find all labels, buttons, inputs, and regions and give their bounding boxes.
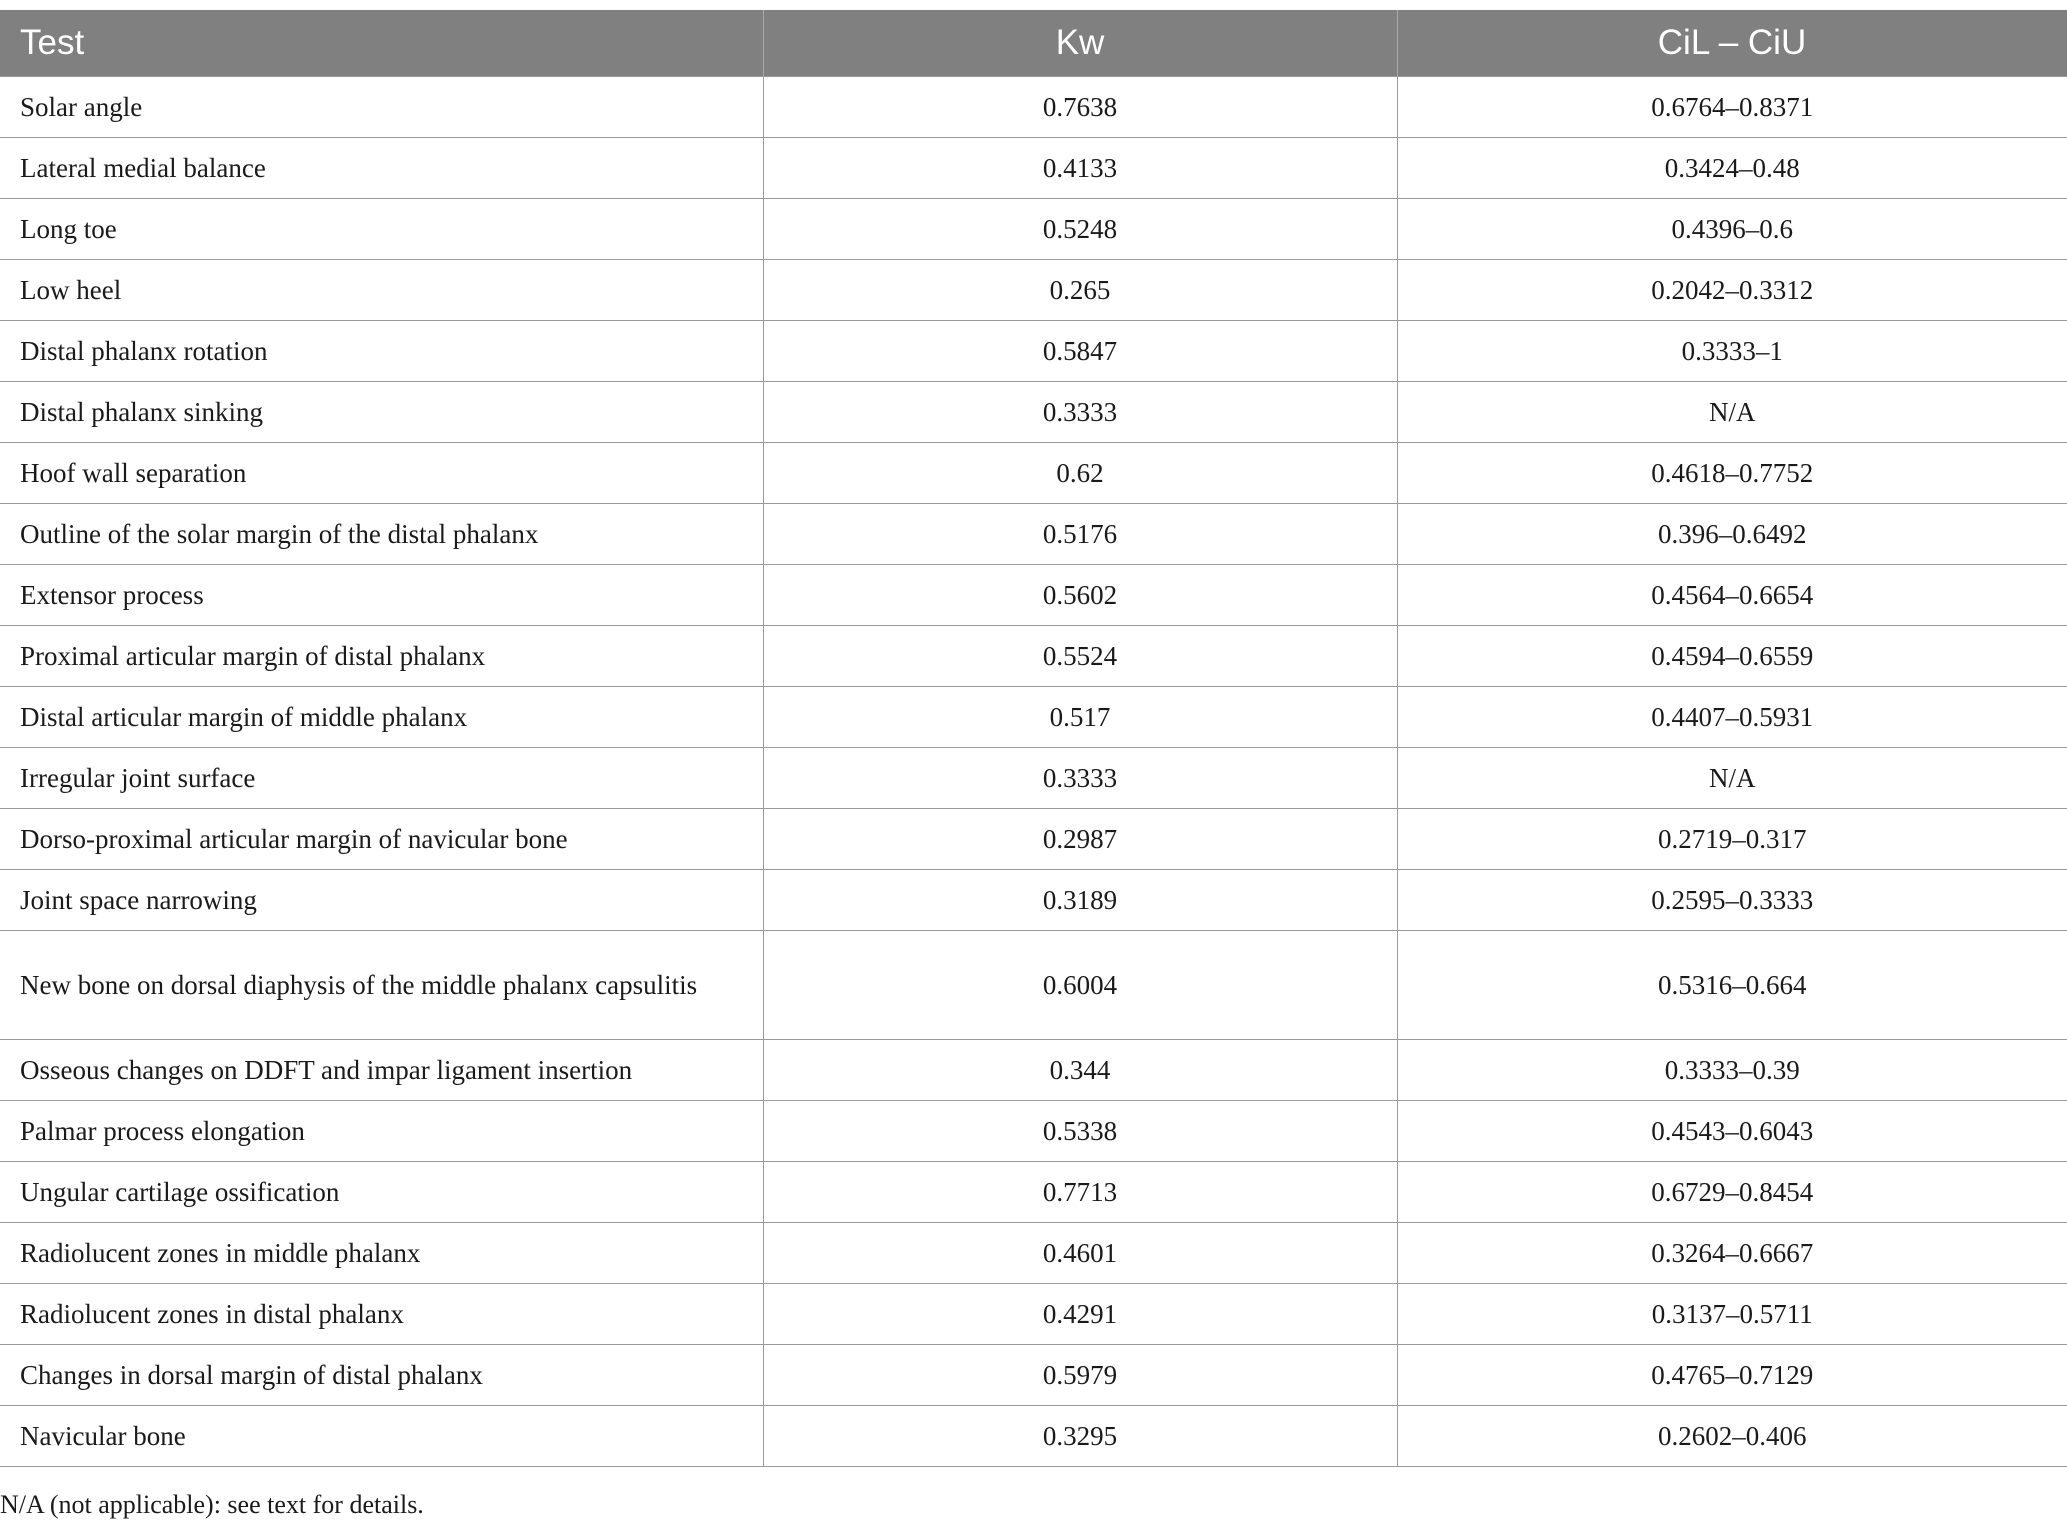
- cell-kw: 0.4133: [763, 138, 1397, 199]
- cell-kw: 0.5602: [763, 565, 1397, 626]
- cell-ci: 0.3137–0.5711: [1397, 1284, 2067, 1345]
- cell-ci: N/A: [1397, 748, 2067, 809]
- table-row: [0, 931, 2067, 1040]
- cell-kw: 0.5248: [763, 199, 1397, 260]
- cell-ci: 0.2595–0.3333: [1397, 870, 2067, 931]
- cell-kw: 0.7713: [763, 1162, 1397, 1223]
- table-footnote: N/A (not applicable): see text for details.: [0, 1490, 424, 1519]
- table-container: [0, 10, 2067, 1467]
- cell-test: Ungular cartilage ossification: [0, 1162, 763, 1223]
- cell-test: Irregular joint surface: [0, 748, 763, 809]
- cell-kw: 0.5176: [763, 504, 1397, 565]
- cell-kw: 0.5847: [763, 321, 1397, 382]
- table-row: [0, 870, 2067, 931]
- table-row: [0, 1040, 2067, 1101]
- cell-kw: 0.265: [763, 260, 1397, 321]
- cell-kw: 0.7638: [763, 77, 1397, 138]
- table-row: [0, 199, 2067, 260]
- cell-kw: 0.5524: [763, 626, 1397, 687]
- cell-test: Dorso-proximal articular margin of navicular bone: [0, 809, 763, 870]
- cell-test: Extensor process: [0, 565, 763, 626]
- table-row: [0, 1101, 2067, 1162]
- cell-ci: 0.4618–0.7752: [1397, 443, 2067, 504]
- table-row: [0, 1406, 2067, 1467]
- cell-ci: 0.2602–0.406: [1397, 1406, 2067, 1467]
- cell-ci: 0.6729–0.8454: [1397, 1162, 2067, 1223]
- cell-test: Proximal articular margin of distal phalanx: [0, 626, 763, 687]
- table-row: [0, 443, 2067, 504]
- table-row: [0, 382, 2067, 443]
- cell-test: Long toe: [0, 199, 763, 260]
- cell-test: Radiolucent zones in middle phalanx: [0, 1223, 763, 1284]
- cell-ci: 0.5316–0.664: [1397, 931, 2067, 1040]
- table-row: [0, 1345, 2067, 1406]
- table-row: [0, 626, 2067, 687]
- cell-kw: 0.4601: [763, 1223, 1397, 1284]
- cell-test: Hoof wall separation: [0, 443, 763, 504]
- table-row: [0, 321, 2067, 382]
- cell-test: Distal phalanx rotation: [0, 321, 763, 382]
- cell-kw: 0.4291: [763, 1284, 1397, 1345]
- cell-ci: 0.2042–0.3312: [1397, 260, 2067, 321]
- table-row: [0, 260, 2067, 321]
- table-row: [0, 809, 2067, 870]
- cell-kw: 0.344: [763, 1040, 1397, 1101]
- cell-ci: 0.3264–0.6667: [1397, 1223, 2067, 1284]
- cell-kw: 0.62: [763, 443, 1397, 504]
- cell-kw: 0.3189: [763, 870, 1397, 931]
- cell-ci: 0.4564–0.6654: [1397, 565, 2067, 626]
- cell-ci: 0.3333–1: [1397, 321, 2067, 382]
- cell-test: Distal articular margin of middle phalanx: [0, 687, 763, 748]
- cell-test: Solar angle: [0, 77, 763, 138]
- cell-test: Outline of the solar margin of the distal phalanx: [0, 504, 763, 565]
- cell-kw: 0.6004: [763, 931, 1397, 1040]
- cell-ci: 0.6764–0.8371: [1397, 77, 2067, 138]
- cell-ci: 0.396–0.6492: [1397, 504, 2067, 565]
- cell-kw: 0.5338: [763, 1101, 1397, 1162]
- table-row: [0, 1162, 2067, 1223]
- cell-ci: 0.4407–0.5931: [1397, 687, 2067, 748]
- table-row: [0, 504, 2067, 565]
- table-row: [0, 748, 2067, 809]
- table-row: [0, 687, 2067, 748]
- cell-ci: N/A: [1397, 382, 2067, 443]
- cell-kw: 0.3333: [763, 382, 1397, 443]
- cell-test: Lateral medial balance: [0, 138, 763, 199]
- cell-ci: 0.3333–0.39: [1397, 1040, 2067, 1101]
- cell-ci: 0.4765–0.7129: [1397, 1345, 2067, 1406]
- cell-test: New bone on dorsal diaphysis of the middle phalanx capsulitis: [0, 931, 763, 1040]
- cell-kw: 0.2987: [763, 809, 1397, 870]
- cell-kw: 0.3295: [763, 1406, 1397, 1467]
- cell-ci: 0.4594–0.6559: [1397, 626, 2067, 687]
- cell-test: Joint space narrowing: [0, 870, 763, 931]
- cell-kw: 0.517: [763, 687, 1397, 748]
- table-row: [0, 565, 2067, 626]
- kappa-table: [0, 10, 2067, 1467]
- cell-test: Navicular bone: [0, 1406, 763, 1467]
- cell-test: Low heel: [0, 260, 763, 321]
- cell-ci: 0.3424–0.48: [1397, 138, 2067, 199]
- cell-ci: 0.4543–0.6043: [1397, 1101, 2067, 1162]
- header-test: Test: [0, 10, 763, 77]
- cell-kw: 0.5979: [763, 1345, 1397, 1406]
- cell-ci: 0.2719–0.317: [1397, 809, 2067, 870]
- cell-test: Distal phalanx sinking: [0, 382, 763, 443]
- cell-test: Changes in dorsal margin of distal phalanx: [0, 1345, 763, 1406]
- cell-ci: 0.4396–0.6: [1397, 199, 2067, 260]
- table-row: [0, 1284, 2067, 1345]
- table-row: [0, 1223, 2067, 1284]
- table-row: [0, 77, 2067, 138]
- header-ci: CiL – CiU: [1397, 10, 2067, 77]
- cell-test: Radiolucent zones in distal phalanx: [0, 1284, 763, 1345]
- table-body: [0, 77, 2067, 1467]
- table-header: [0, 10, 2067, 77]
- table-row: [0, 138, 2067, 199]
- cell-test: Osseous changes on DDFT and impar ligament insertion: [0, 1040, 763, 1101]
- cell-test: Palmar process elongation: [0, 1101, 763, 1162]
- cell-kw: 0.3333: [763, 748, 1397, 809]
- header-kw: Kw: [763, 10, 1397, 77]
